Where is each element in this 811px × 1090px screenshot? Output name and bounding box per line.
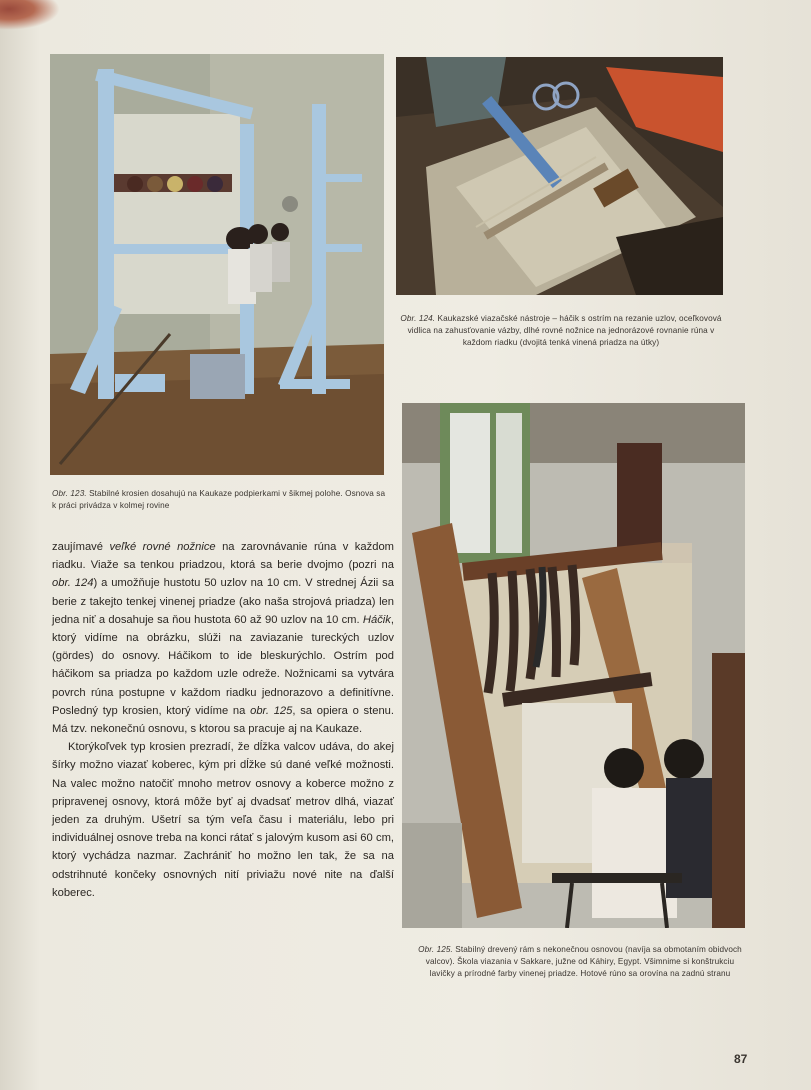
- figure-123-caption: [52, 488, 390, 512]
- figure-123-text: Stabilné krosien dosahujú na Kaukaze podpierkami v šikmej polohe. Osnova sa k práci privádza v kolmej rovine: [52, 489, 386, 510]
- body-paragraph-2: Ktorýkoľvek typ krosien prezradí, že dĺžka valcov udáva, do akej šírky možno viazať koberec, kým pri dĺžke sú dané veľké možnosti. Na valec možno natočiť mnoho metrov osnovy a koberce možno z pripravenej osnovy, ktorá môže byť aj dvadsať metrov dlhá, viazať jeden za druhým. Ušetrí sa tým veľa času i materiálu, lebo pri individuálnej osnove treba na konci rátať s jalovým kusom asi 60 cm, ktorý vychádza nazmar. Zachrániť ho možno len tak, že sa na odstrihnuté končeky osnovných nití priviažu nové nite na ďalší koberec.: [52, 741, 394, 899]
- body-paragraph-1: [52, 538, 394, 738]
- page-number: 87: [734, 1052, 748, 1066]
- figure-124-caption: [398, 313, 724, 349]
- figure-124-text: Kaukazské viazačské nástroje – háčik s ostrím na rezanie uzlov, oceľkovová vidlica na zahusťovanie vázby, dlhé rovné nožnice na jednorázové rovnanie rúna v každom riadku (dvojitá tenká vinená priadza na útky): [407, 314, 722, 347]
- body-text-run: na zarovnávanie rúna v každom riadku. Viaže sa tenkou priadzou, ktorá sa berie dvojmo (pozri na: [52, 541, 394, 572]
- figure-125-label: Obr. 125.: [418, 945, 453, 954]
- figure-125-text: Stabilný drevený rám s nekonečnou osnovou (navíja sa obmotaním obidvoch valcov). Škola viazania v Sakkare, južne od Káhiry, Egypt. Všimnime si konštrukciu lavičky a prírodné farby vinenej priadze. Hotové rúno sa orovína na zadnú stranu: [425, 945, 742, 978]
- body-text-column: [52, 538, 394, 902]
- body-emphasis: Háčik: [362, 613, 391, 626]
- body-text-run: ) a umožňuje hustotu 50 uzlov na 10 cm. V strednej Ázii sa berie z takejto tenkej vinenej priadze (ako naša strojová priadza) len jedna niť a dosahuje sa ňou hustota 60 až 90 uzlov na 10 cm.: [52, 577, 394, 626]
- figure-124-photo: [396, 57, 723, 295]
- figure-125-caption: [412, 944, 748, 980]
- body-text-run: , ktorý vidíme na obrázku, slúži na zaviazanie tureckých uzlov (gördes) do osnovy. Háčikom to ide bleskurýchlo. Ostrím pod háčikom sa priadza po každom uzle odreže. Nožnicami sa vytvára povrch rúna postupne v každom riadku jednorazovo a definitívne. Posledný typ krosien, ktorý vidíme na: [52, 613, 394, 717]
- figure-123-photo: [50, 54, 384, 475]
- figure-reference: obr. 125: [250, 704, 293, 717]
- body-text-run: zaujímavé: [52, 541, 110, 553]
- body-emphasis: veľké rovné nožnice: [109, 541, 216, 553]
- figure-124-label: Obr. 124.: [400, 314, 436, 323]
- figure-123-label: Obr. 123.: [52, 489, 87, 498]
- body-text-run: , sa opiera o stenu. Má tzv. nekonečnú osnovu, s ktorou sa pracuje aj na Kaukaze.: [52, 704, 394, 736]
- figure-125-photo: [402, 403, 745, 928]
- figure-reference: obr. 124: [52, 577, 94, 590]
- page-corner-shadow: [0, 0, 60, 30]
